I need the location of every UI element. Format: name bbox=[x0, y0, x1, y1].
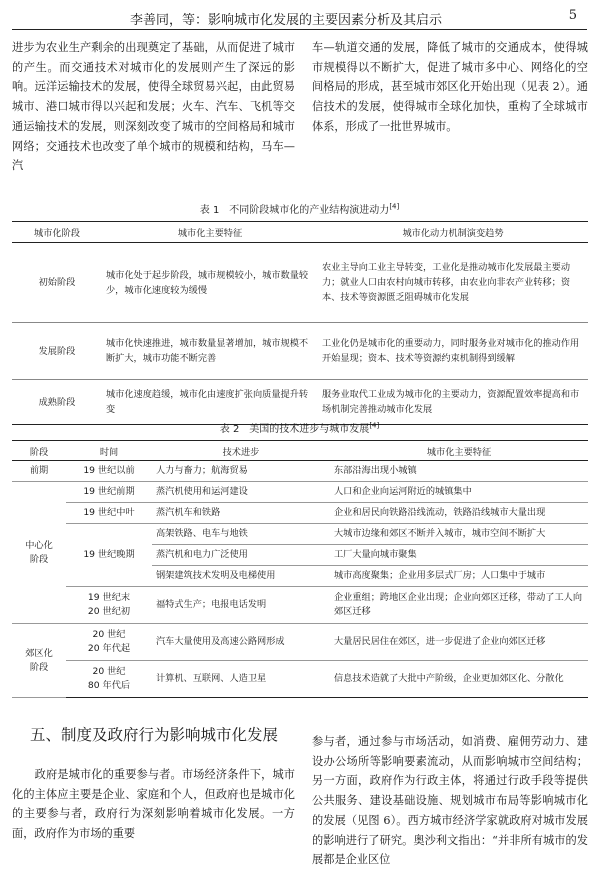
table-row bbox=[12, 587, 588, 624]
time-cell: 20 世纪 20 年代起 bbox=[66, 624, 152, 661]
feature-cell: 人口和企业向运河附近的城镇集中 bbox=[330, 482, 588, 503]
feature-cell: 城市高度聚集；企业用多层式厂房；人口集中于城市 bbox=[330, 566, 588, 587]
table1-caption: 表 1 不同阶段城市化的产业结构演进动力[4] bbox=[199, 202, 400, 216]
body-column-left-bottom bbox=[12, 765, 295, 844]
table-row bbox=[12, 482, 588, 503]
col-header: 城市化主要特征 bbox=[330, 441, 588, 461]
feature-cell: 企业重组；跨地区企业出现；企业向郊区迁移，带动了工人向郊区迁移 bbox=[330, 587, 588, 624]
time-cell: 20 世纪 80 年代后 bbox=[87, 666, 131, 691]
stage-cell: 前期 bbox=[12, 461, 66, 482]
body-column-left bbox=[12, 38, 295, 176]
table-header-row bbox=[12, 441, 588, 461]
stage-cell: 中心化 阶段 bbox=[12, 482, 66, 624]
table-header-row bbox=[12, 222, 588, 243]
col-header: 技术进步 bbox=[152, 441, 330, 461]
citation-ref: [4] bbox=[389, 202, 400, 211]
time-cell: 19 世纪晚期 bbox=[66, 524, 152, 587]
table-row bbox=[12, 461, 588, 482]
table-row bbox=[12, 624, 588, 661]
page-header bbox=[0, 0, 599, 34]
tech-cell: 人力与畜力；航海贸易 bbox=[152, 461, 330, 482]
table-row bbox=[12, 323, 588, 380]
tech-cell: 蒸汽机车和铁路 bbox=[152, 503, 330, 524]
feature-cell: 工厂大量向城市聚集 bbox=[330, 545, 588, 566]
paragraph: 政府是城市化的重要参与者。市场经济条件下，城市化的主体应主要是企业、家庭和个人，但政府也是城市化的主要参与者，政府行为深刻影响着城市化发展。一方面，政府作为市场的重要 bbox=[12, 768, 295, 841]
stage-cell: 成熟阶段 bbox=[38, 396, 76, 408]
tech-cell: 福特式生产；电报电话发明 bbox=[152, 587, 330, 624]
col-header: 阶段 bbox=[12, 441, 66, 461]
time-cell: 19 世纪以前 bbox=[66, 461, 152, 482]
col-header: 城市化阶段 bbox=[12, 222, 102, 243]
time-cell: 19 世纪前期 bbox=[66, 482, 152, 503]
table-row bbox=[12, 524, 588, 545]
feature-cell: 大城市边缘和郊区不断并入城市，城市空间不断扩大 bbox=[330, 524, 588, 545]
driver-cell: 服务业取代工业成为城市化的主要动力，资源配置效率提高和市场机制完善推动城市化发展 bbox=[322, 389, 580, 415]
tech-cell: 计算机、互联网、人造卫星 bbox=[156, 673, 267, 684]
tech-cell: 蒸汽机使用和运河建设 bbox=[152, 482, 330, 503]
tech-cell: 汽车大量使用及高速公路网形成 bbox=[152, 624, 330, 661]
tech-cell: 蒸汽机和电力广泛使用 bbox=[152, 545, 330, 566]
feature-cell: 城市化速度趋缓，城市化由速度扩张向质量提升转变 bbox=[106, 389, 309, 415]
stage-cell: 初始阶段 bbox=[12, 243, 102, 323]
body-column-right bbox=[312, 38, 588, 137]
table1 bbox=[12, 221, 588, 425]
feature-cell: 大量居民居住在郊区，进一步促进了企业向郊区迁移 bbox=[330, 624, 588, 661]
body-column-right-bottom bbox=[312, 732, 588, 870]
table-row bbox=[12, 243, 588, 323]
time-cell: 19 世纪中叶 bbox=[66, 503, 152, 524]
section-heading: 五、制度及政府行为影响城市化发展 bbox=[30, 726, 279, 744]
table2-caption: 表 2 美国的技术进步与城市发展[4] bbox=[219, 421, 380, 435]
running-title: 李善同，等：影响城市化发展的主要因素分析及其启示 bbox=[130, 13, 443, 28]
paragraph: 进步为农业生产剩余的出现奠定了基础，从而促进了城市的产生。而交通技术对城市化的发展则产生了深远的影响。远洋运输技术的发展，使得全球贸易兴起，由此贸易城市、港口城市得以兴起和发展；火车、汽车、飞机等交通运输技术的发展，则深刻改变了城市的空间格局和城市网络；交通技术也改变了单个城市的规模和结构，马车—汽 bbox=[12, 41, 295, 173]
driver-cell: 农业主导向工业主导转变，工业化是推动城市化发展最主要动力；就业人口由农村向城市转移，由农业向非农产业转移；资本、技术等资源匮乏阻碍城市化发展 bbox=[318, 243, 588, 323]
header-rule bbox=[12, 29, 587, 30]
tech-cell: 高架铁路、电车与地铁 bbox=[152, 524, 330, 545]
feature-cell: 东部沿海出现小城镇 bbox=[330, 461, 588, 482]
paragraph: 车—轨道交通的发展，降低了城市的交通成本，使得城市规模得以不断扩大，促进了城市多中心、网络化的空间格局的形成，甚至城市郊区化开始出现（见表 2）。通信技术的发展，使得城市全球化加快，重构了全球城市体系，形成了一批世界城市。 bbox=[312, 41, 588, 133]
feature-cell: 城市化快速推进，城市数量显著增加，城市规模不断扩大，城市功能不断完善 bbox=[102, 323, 318, 380]
stage-cell: 发展阶段 bbox=[12, 323, 102, 380]
feature-cell: 企业和居民向铁路沿线流动，铁路沿线城市大量出现 bbox=[330, 503, 588, 524]
feature-cell: 信息技术造就了大批中产阶级，企业更加郊区化、分散化 bbox=[334, 673, 564, 684]
tech-cell: 钢架建筑技术发明及电梯使用 bbox=[152, 566, 330, 587]
feature-cell: 城市化处于起步阶段，城市规模较小，城市数量较少，城市化速度较为缓慢 bbox=[102, 243, 318, 323]
paragraph: 参与者，通过参与市场活动，如消费、雇佣劳动力、建设办公场所等影响要素流动，从而影响城市空间结构；另一方面，政府作为行政主体，将通过行政手段等提供公共服务、建设基础设施、规划城市布局等影响城市化的发展（见图 6）。西方城市经济学家就政府对城市发展的影响进行了研究。奥沙利文指出：“并非所有城市的发展都是企业区位 bbox=[312, 735, 588, 867]
col-header: 城市化主要特征 bbox=[102, 222, 318, 243]
col-header: 时间 bbox=[66, 441, 152, 461]
page-number: 5 bbox=[568, 8, 577, 23]
table2 bbox=[12, 440, 588, 698]
table-row bbox=[12, 661, 588, 698]
col-header: 城市化动力机制演变趋势 bbox=[318, 222, 588, 243]
citation-ref: [4] bbox=[369, 421, 380, 430]
table-row bbox=[12, 503, 588, 524]
stage-cell: 郊区化 阶段 bbox=[12, 624, 66, 698]
time-cell: 19 世纪末 20 世纪初 bbox=[66, 587, 152, 624]
driver-cell: 工业化仍是城市化的重要动力，同时服务业对城市化的推动作用开始显现；资本、技术等资源约束机制得到缓解 bbox=[318, 323, 588, 380]
table-row bbox=[12, 380, 588, 425]
